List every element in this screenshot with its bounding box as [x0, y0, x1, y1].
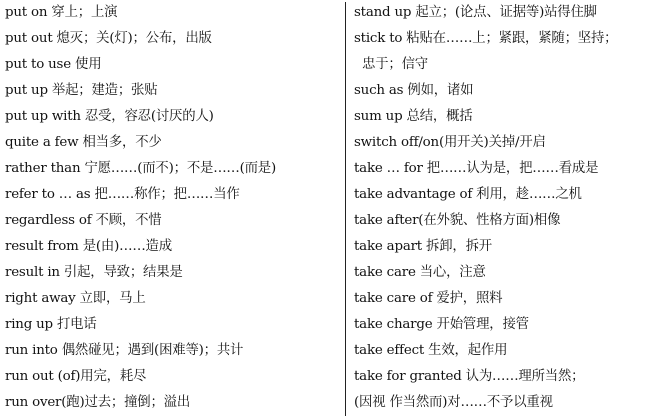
phrase-entry: refer to … as 把……称作；把……当作 [5, 187, 240, 202]
phrase-entry: take … for 把……认为是，把……看成是 [354, 161, 599, 176]
phrase-entry: put to use 使用 [5, 57, 102, 72]
phrase-entry: stick to 粘贴在……上；紧跟，紧随；坚持； [354, 31, 618, 46]
phrase-entry: take charge 开始管理，接管 [354, 317, 529, 332]
phrase-entry: switch off/on(用开关)关掉/开启 [354, 135, 546, 150]
phrase-entry: regardless of 不顾，不惜 [5, 213, 162, 228]
phrase-entry-continuation: 忠于；信守 [362, 57, 428, 72]
phrase-entry: stand up 起立；(论点、证据等)站得住脚 [354, 5, 597, 20]
phrase-entry: result in 引起，导致；结果是 [5, 265, 183, 280]
phrase-entry: put up with 忍受，容忍(讨厌的人) [5, 109, 214, 124]
phrase-entry: result from 是(由)……造成 [5, 239, 172, 254]
phrase-entry: take care 当心，注意 [354, 265, 486, 280]
right-phrase-column [354, 0, 646, 416]
phrase-entry: run into 偶然碰见；遇到(困难等)；共计 [5, 343, 244, 358]
phrase-entry: take apart 拆卸，拆开 [354, 239, 492, 254]
phrase-entry: put up 举起；建造；张贴 [5, 83, 158, 98]
phrase-entry: ring up 打电话 [5, 317, 97, 332]
phrase-entry: run out (of)用完，耗尽 [5, 369, 147, 384]
phrase-entry: take effect 生效，起作用 [354, 343, 508, 358]
phrase-entry: quite a few 相当多，不少 [5, 135, 162, 150]
phrase-entry: put on 穿上；上演 [5, 5, 118, 20]
left-phrase-column [5, 0, 340, 416]
phrase-entry: put out 熄灭；关(灯)；公布，出版 [5, 31, 212, 46]
phrase-entry: take advantage of 利用，趁……之机 [354, 187, 582, 202]
phrase-entry: take care of 爱护，照料 [354, 291, 503, 306]
column-divider [345, 2, 346, 416]
phrase-entry: take for granted 认为……理所当然； [354, 369, 585, 384]
phrase-entry: take after(在外貌、性格方面)相像 [354, 213, 561, 228]
phrase-entry-continuation: (因视 作当然而)对……不予以重视 [354, 395, 553, 410]
phrase-entry: right away 立即，马上 [5, 291, 146, 306]
phrase-entry: rather than 宁愿……(而不)；不是……(而是) [5, 161, 277, 176]
phrase-entry: sum up 总结，概括 [354, 109, 473, 124]
phrase-entry: run over(跑)过去；撞倒；溢出 [5, 395, 191, 410]
phrase-entry: such as 例如，诸如 [354, 83, 474, 98]
